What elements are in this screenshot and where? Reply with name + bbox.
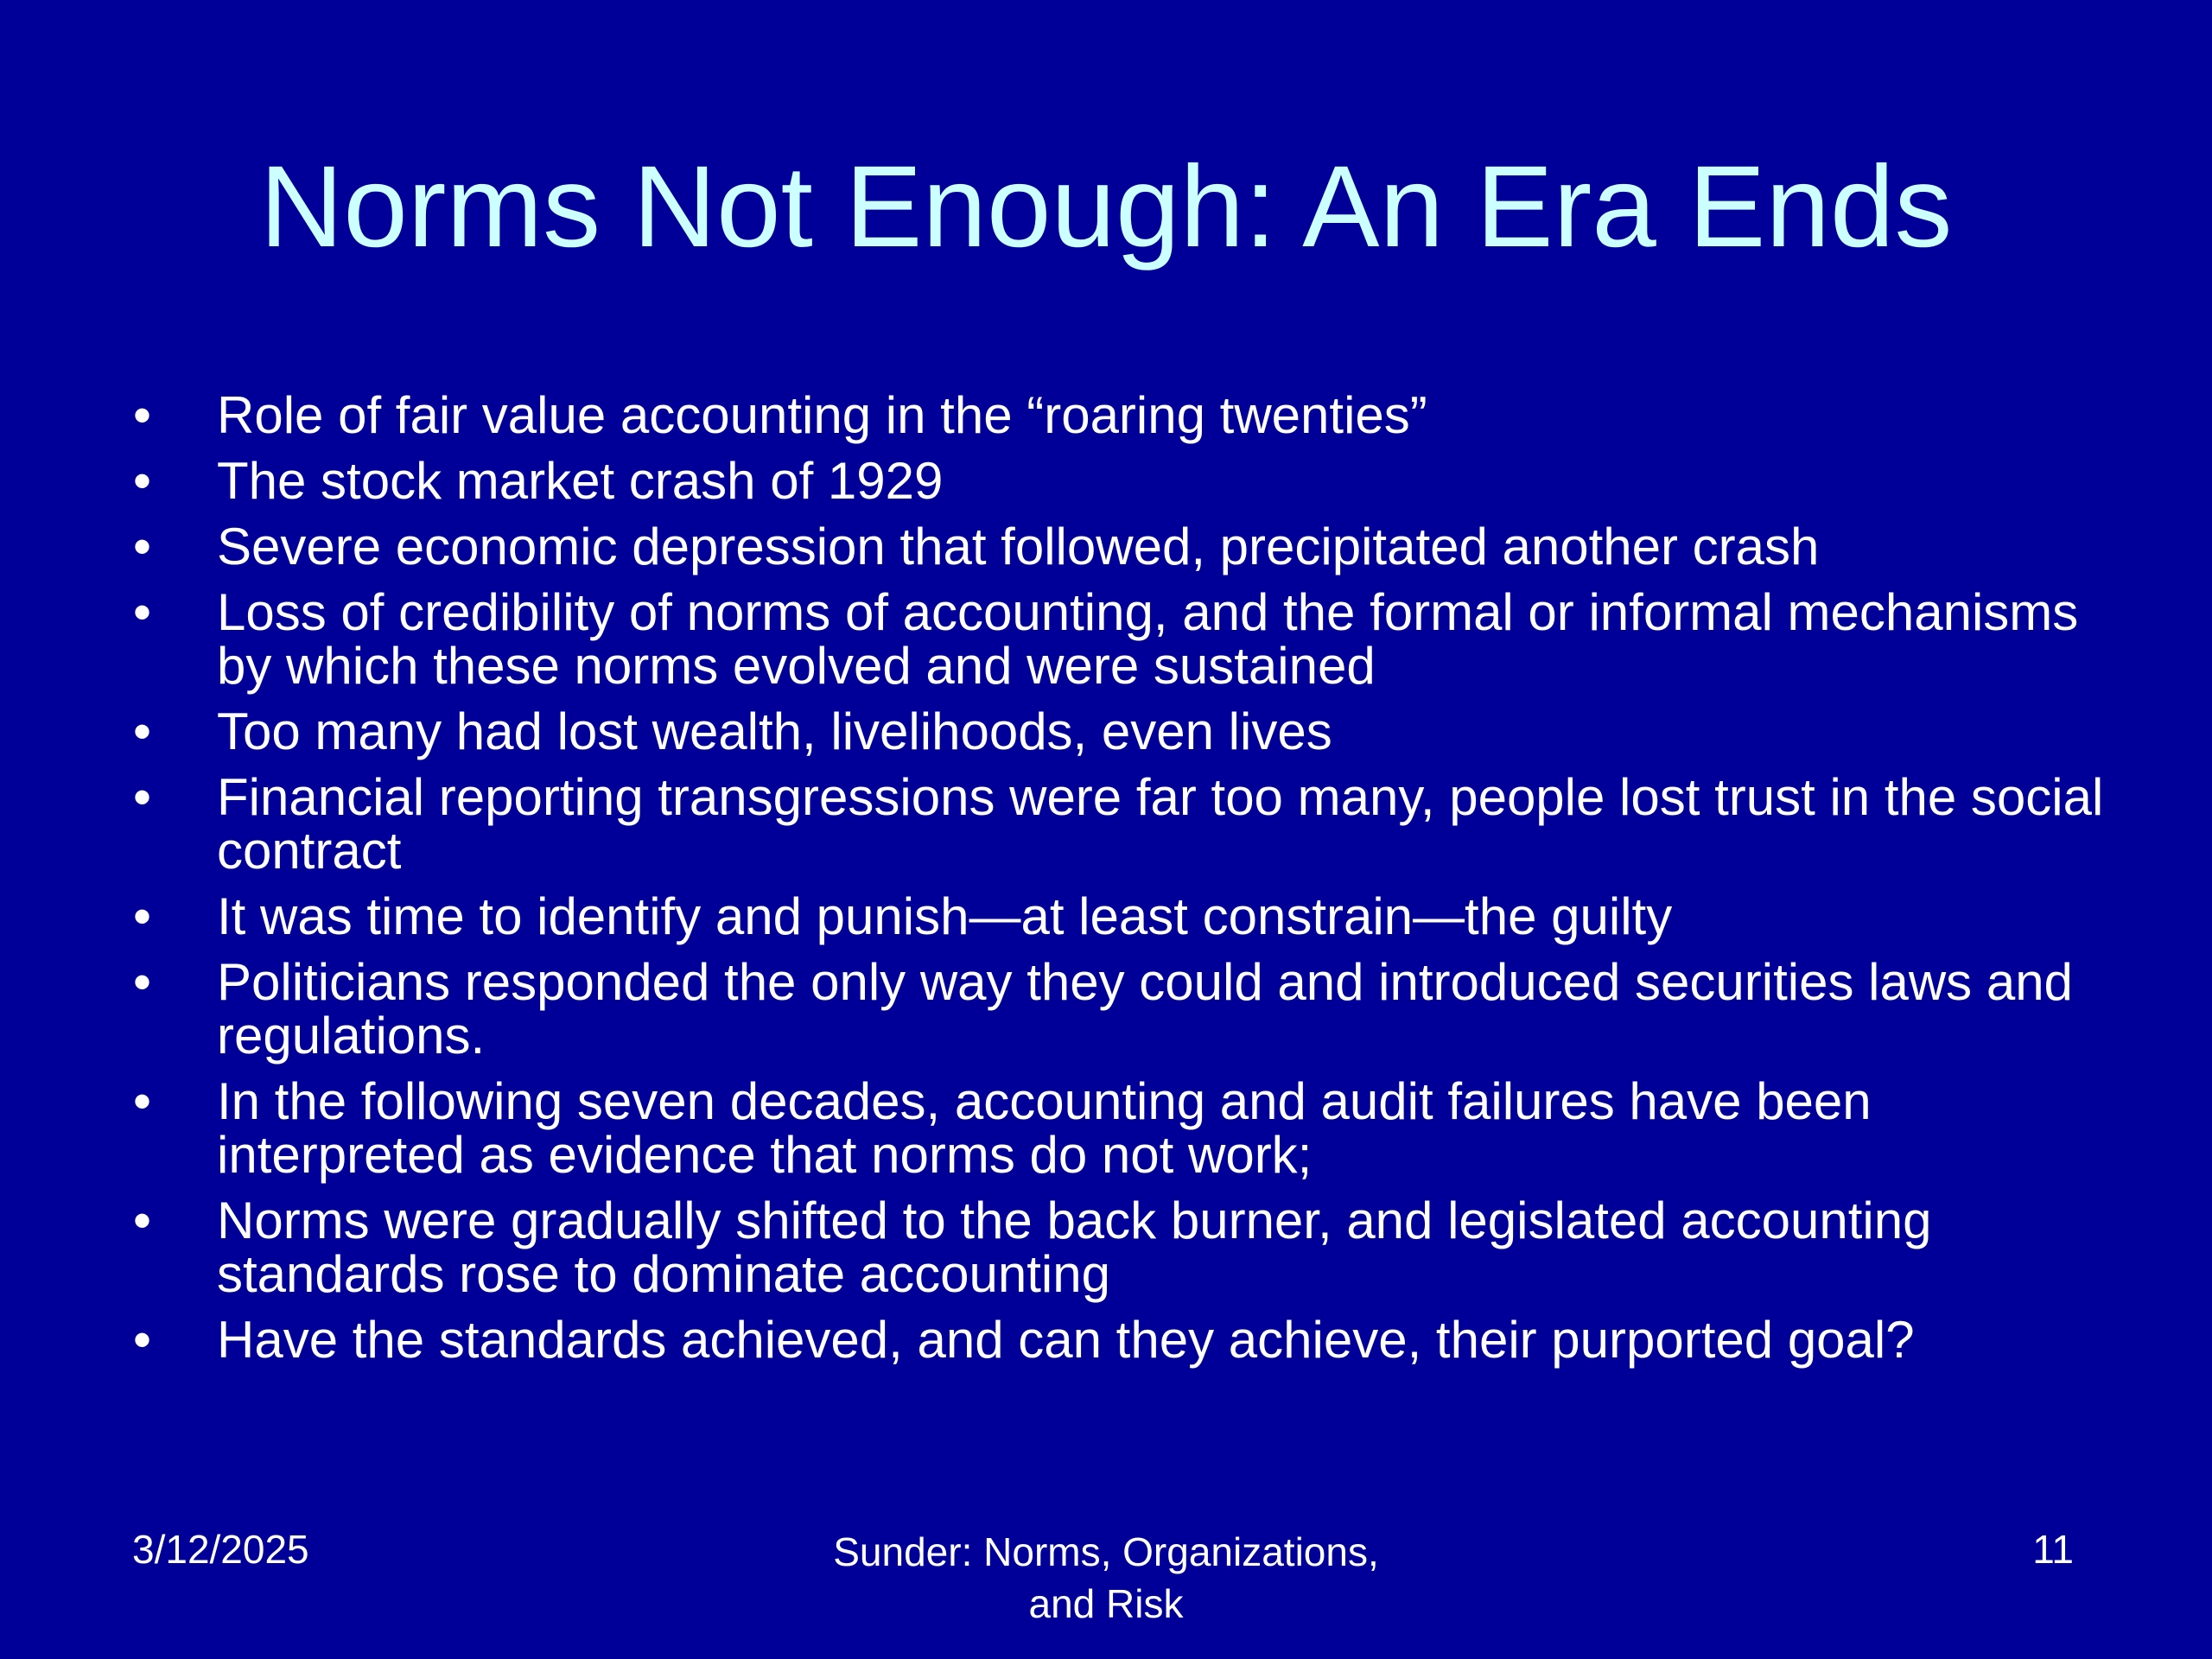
bullet-text: The stock market crash of 1929 <box>217 452 944 510</box>
bullet-icon: • <box>133 1192 152 1249</box>
bullet-item <box>130 454 2117 508</box>
footer-date: 3/12/2025 <box>132 1527 309 1572</box>
bullet-item <box>130 583 2117 695</box>
bullet-text: Severe economic depression that followed, precipitated another crash <box>217 518 1820 575</box>
bullet-icon: • <box>133 1072 152 1130</box>
bullet-icon: • <box>133 887 152 945</box>
bullet-item <box>130 768 2117 880</box>
page-number: 11 <box>2032 1527 2074 1572</box>
bullet-text: Politicians responded the only way they could and introduced securities laws and regulations. <box>217 953 2073 1065</box>
bullet-item <box>130 1072 2117 1184</box>
bullet-item <box>130 520 2117 574</box>
bullet-text: Role of fair value accounting in the “roaring twenties” <box>217 386 1427 444</box>
bullet-text: In the following seven decades, accounting and audit failures have been interpreted as evidence that norms do not work; <box>217 1072 1872 1184</box>
bullet-text: Financial reporting transgressions were far too many, people lost trust in the social contract <box>217 768 2104 880</box>
bullet-icon: • <box>133 452 152 510</box>
bullet-item <box>130 702 2117 760</box>
bullet-icon: • <box>133 768 152 826</box>
bullet-icon: • <box>133 953 152 1011</box>
bullet-icon: • <box>133 583 152 641</box>
bullet-item <box>130 1194 2117 1301</box>
bullet-item <box>130 887 2117 945</box>
footer-title <box>760 1526 1452 1630</box>
footer-title-line1: Sunder: Norms, Organizations, <box>833 1529 1379 1574</box>
bullet-text: Loss of credibility of norms of accounting, and the formal or informal mechanisms by which these norms evolved and were sustained <box>217 583 2079 695</box>
bullet-text: Have the standards achieved, and can they achieve, their purported goal? <box>217 1311 1915 1369</box>
footer-title-line2: and Risk <box>1028 1581 1184 1626</box>
bullet-icon: • <box>133 702 152 760</box>
bullet-text: It was time to identify and punish—at least constrain—the guilty <box>217 887 1673 945</box>
bullet-item <box>130 953 2117 1065</box>
bullet-icon: • <box>133 386 152 444</box>
slide-title: Norms Not Enough: An Era Ends <box>259 143 1953 271</box>
bullet-text: Norms were gradually shifted to the back burner, and legislated accounting standards rose to dominate accounting <box>217 1192 1932 1303</box>
bullet-item <box>130 386 2117 444</box>
bullet-icon: • <box>133 1311 152 1369</box>
bullet-item <box>130 1313 2117 1367</box>
bullet-text: Too many had lost wealth, livelihoods, even lives <box>217 702 1332 760</box>
bullet-list <box>130 386 2117 1379</box>
bullet-icon: • <box>133 518 152 575</box>
